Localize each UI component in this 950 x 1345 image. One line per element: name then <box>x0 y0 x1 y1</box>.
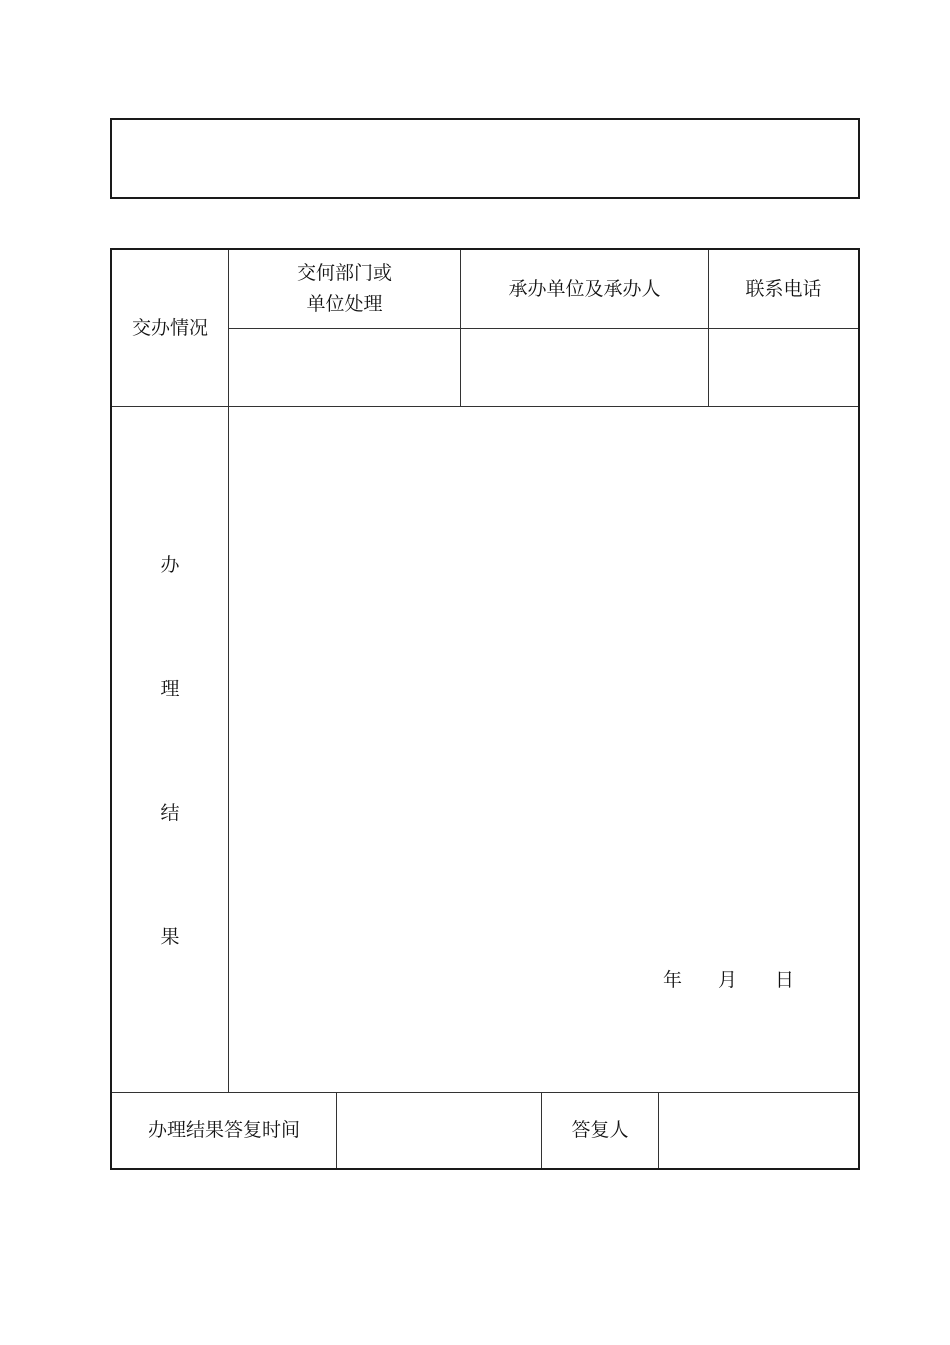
result-date-day: 日 <box>775 969 795 991</box>
result-label-char-4: 果 <box>160 926 180 948</box>
phone-field[interactable] <box>709 329 858 406</box>
result-label-char-1: 办 <box>160 554 180 576</box>
result-date-year: 年 <box>663 969 683 991</box>
handling-form-table <box>110 248 860 1170</box>
result-label-char-3: 结 <box>160 802 180 824</box>
result-date-month: 月 <box>718 969 738 991</box>
header-box <box>110 118 860 199</box>
department-field[interactable] <box>229 329 460 406</box>
handler-field[interactable] <box>461 329 708 406</box>
phone-header: 联系电话 <box>745 277 822 300</box>
result-label-char-2: 理 <box>160 678 180 700</box>
assignment-label: 交办情况 <box>131 316 208 339</box>
reply-person-field[interactable] <box>659 1093 858 1168</box>
reply-time-label: 办理结果答复时间 <box>147 1119 300 1141</box>
result-content-area[interactable] <box>229 407 858 1092</box>
reply-time-field[interactable] <box>337 1093 541 1168</box>
handler-header: 承办单位及承办人 <box>508 277 661 300</box>
reply-person-label: 答复人 <box>571 1119 629 1141</box>
department-header: 交何部门或 单位处理 <box>296 262 392 315</box>
